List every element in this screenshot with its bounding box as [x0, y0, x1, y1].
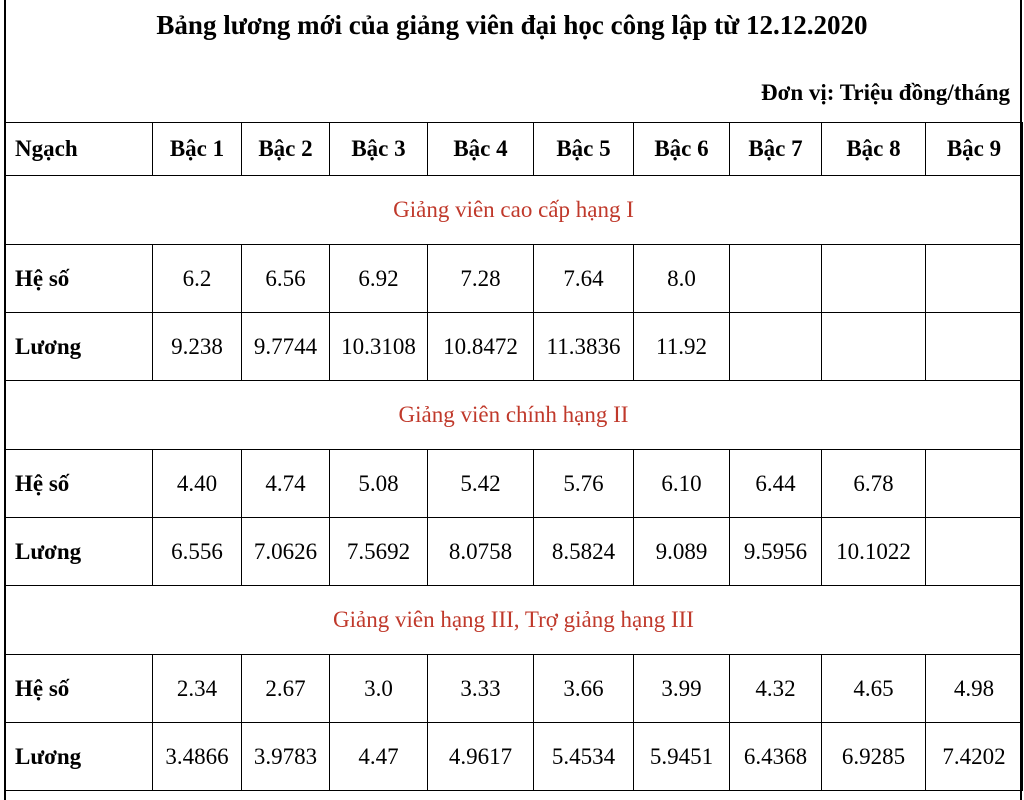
table-cell: 3.4866: [153, 723, 242, 791]
table-cell: 4.32: [730, 655, 822, 723]
salary-table: [4, 122, 1023, 791]
row-label: Lương: [5, 723, 153, 791]
table-cell: 11.3836: [534, 313, 634, 381]
table-cell: 10.1022: [822, 518, 926, 586]
table-cell: 4.74: [242, 450, 330, 518]
table-cell: 6.4368: [730, 723, 822, 791]
table-cell: [926, 313, 1023, 381]
table-cell: 8.5824: [534, 518, 634, 586]
table-cell: 6.2: [153, 245, 242, 313]
table-row: [5, 655, 1023, 723]
table-cell: 3.0: [330, 655, 428, 723]
table-cell: 5.9451: [634, 723, 730, 791]
table-cell: [730, 313, 822, 381]
table-cell: 9.7744: [242, 313, 330, 381]
section-title: Giảng viên hạng III, Trợ giảng hạng III: [5, 586, 1023, 655]
row-label: Hệ số: [5, 245, 153, 313]
section-title: Giảng viên cao cấp hạng I: [5, 176, 1023, 245]
table-cell: 8.0758: [428, 518, 534, 586]
unit-label: Đơn vị: Triệu đồng/tháng: [761, 80, 1010, 105]
table-cell: 4.98: [926, 655, 1023, 723]
table-row: [5, 723, 1023, 791]
table-cell: 5.42: [428, 450, 534, 518]
row-label: Hệ số: [5, 450, 153, 518]
table-cell: 7.4202: [926, 723, 1023, 791]
table-row: [5, 313, 1023, 381]
row-label: Lương: [5, 313, 153, 381]
table-cell: 10.3108: [330, 313, 428, 381]
table-cell: [822, 245, 926, 313]
section-row: [5, 381, 1023, 450]
header-bac-4: Bậc 4: [428, 123, 534, 176]
header-bac-5: Bậc 5: [534, 123, 634, 176]
header-row: [5, 123, 1023, 176]
table-cell: [822, 313, 926, 381]
table-cell: 6.556: [153, 518, 242, 586]
table-cell: [730, 245, 822, 313]
table-cell: [926, 518, 1023, 586]
table-row: [5, 518, 1023, 586]
header-bac-6: Bậc 6: [634, 123, 730, 176]
table-cell: 6.56: [242, 245, 330, 313]
table-cell: 2.67: [242, 655, 330, 723]
table-cell: 6.92: [330, 245, 428, 313]
table-cell: 4.47: [330, 723, 428, 791]
header-bac-3: Bậc 3: [330, 123, 428, 176]
table-cell: 11.92: [634, 313, 730, 381]
table-cell: 6.78: [822, 450, 926, 518]
header-bac-8: Bậc 8: [822, 123, 926, 176]
table-cell: [926, 245, 1023, 313]
document-title: Bảng lương mới của giảng viên đại học công lập từ 12.12.2020: [156, 10, 868, 40]
header-bac-9: Bậc 9: [926, 123, 1023, 176]
header-ngach: Ngạch: [5, 123, 153, 176]
row-label: Lương: [5, 518, 153, 586]
header-bac-2: Bậc 2: [242, 123, 330, 176]
section-row: [5, 586, 1023, 655]
header-bac-1: Bậc 1: [153, 123, 242, 176]
table-cell: 6.9285: [822, 723, 926, 791]
table-cell: 6.10: [634, 450, 730, 518]
header-bac-7: Bậc 7: [730, 123, 822, 176]
table-cell: 9.5956: [730, 518, 822, 586]
table-cell: [926, 450, 1023, 518]
table-cell: 7.0626: [242, 518, 330, 586]
table-cell: 3.99: [634, 655, 730, 723]
table-cell: 3.33: [428, 655, 534, 723]
table-row: [5, 245, 1023, 313]
table-cell: 3.66: [534, 655, 634, 723]
table-cell: 9.238: [153, 313, 242, 381]
table-cell: 2.34: [153, 655, 242, 723]
table-cell: 9.089: [634, 518, 730, 586]
table-cell: 6.44: [730, 450, 822, 518]
section-title: Giảng viên chính hạng II: [5, 381, 1023, 450]
table-cell: 7.64: [534, 245, 634, 313]
table-cell: 10.8472: [428, 313, 534, 381]
table-cell: 5.08: [330, 450, 428, 518]
table-cell: 5.4534: [534, 723, 634, 791]
table-cell: 4.40: [153, 450, 242, 518]
row-label: Hệ số: [5, 655, 153, 723]
table-row: [5, 450, 1023, 518]
table-cell: 4.65: [822, 655, 926, 723]
table-cell: 4.9617: [428, 723, 534, 791]
table-cell: 8.0: [634, 245, 730, 313]
table-cell: 7.28: [428, 245, 534, 313]
table-cell: 7.5692: [330, 518, 428, 586]
table-cell: 3.9783: [242, 723, 330, 791]
table-cell: 5.76: [534, 450, 634, 518]
section-row: [5, 176, 1023, 245]
